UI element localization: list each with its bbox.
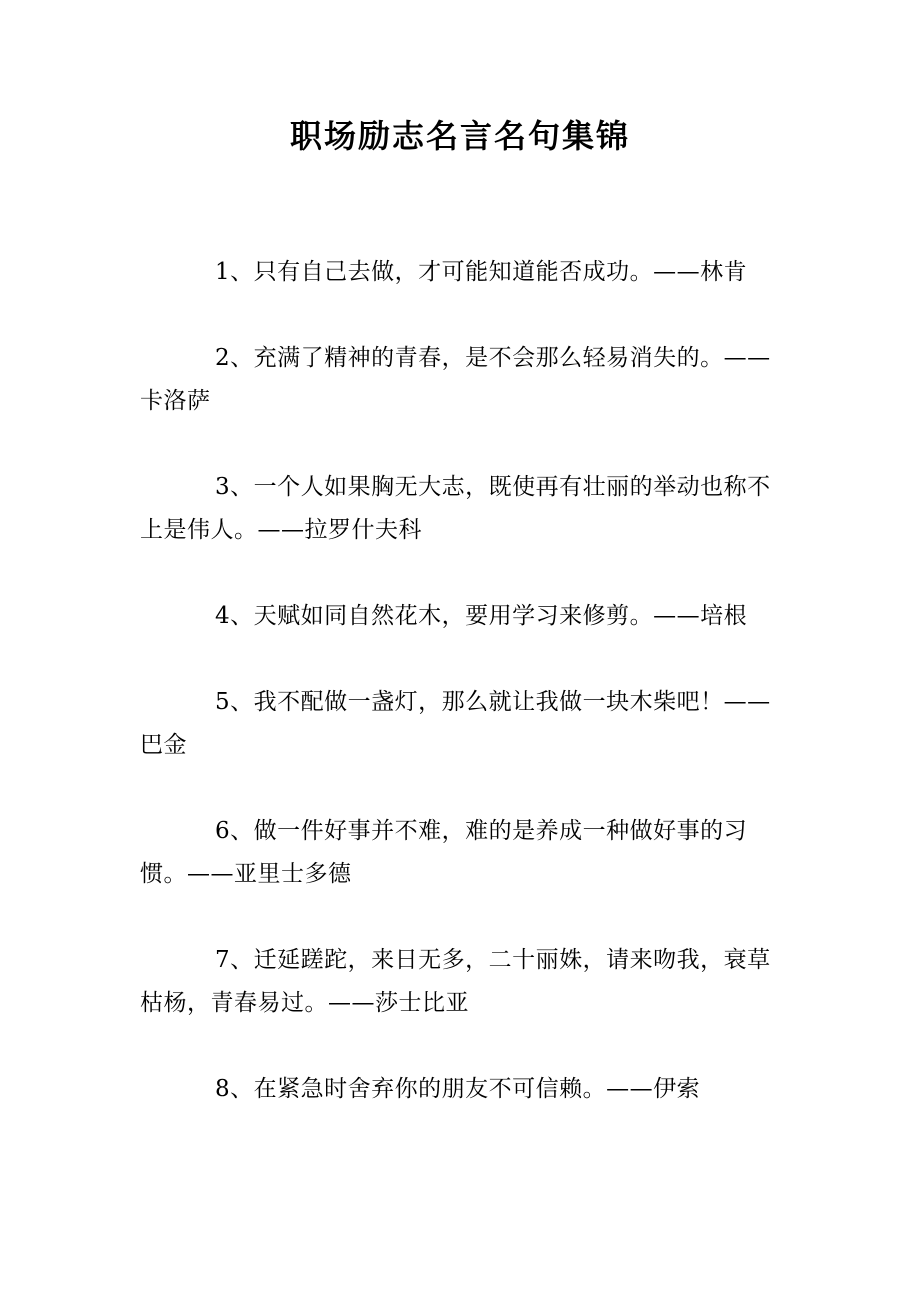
page-title: 职场励志名言名句集锦 — [289, 117, 630, 155]
quote-item: 3、一个人如果胸无大志，既使再有壮丽的举动也称不上是伟人。——拉罗什夫科 — [140, 474, 771, 543]
quote-item: 5、我不配做一盏灯，那么就让我做一块木柴吧！——巴金 — [140, 689, 771, 758]
quote-item: 2、充满了精神的青春，是不会那么轻易消失的。——卡洛萨 — [140, 345, 771, 414]
quote-item: 4、天赋如同自然花木，要用学习来修剪。——培根 — [215, 603, 748, 629]
quote-item: 6、做一件好事并不难，难的是养成一种做好事的习惯。——亚里士多德 — [140, 818, 748, 887]
quote-item: 1、只有自己去做，才可能知道能否成功。——林肯 — [215, 259, 748, 285]
quote-list — [140, 251, 784, 1154]
quote-item: 8、在紧急时舍弃你的朋友不可信赖。——伊索 — [215, 1076, 701, 1102]
quote-item: 7、迁延蹉跎，来日无多，二十丽姝，请来吻我，衰草枯杨，青春易过。——莎士比亚 — [140, 947, 771, 1016]
